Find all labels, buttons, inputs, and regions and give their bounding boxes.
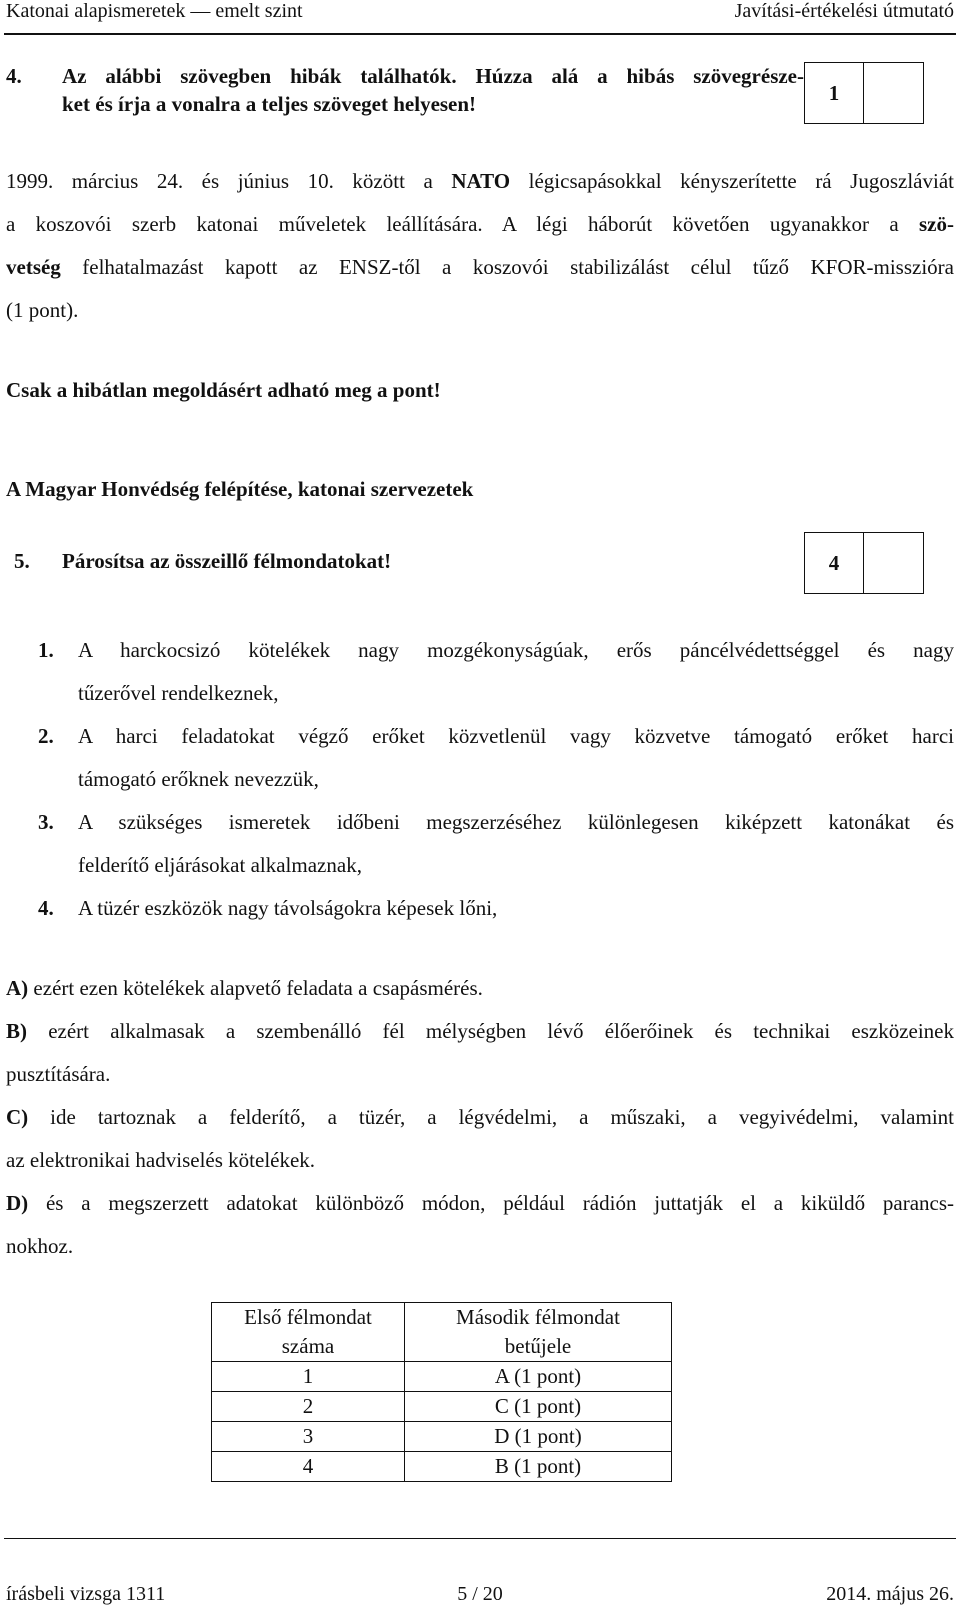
- option-text: ezért alkalmasak a szembenálló fél mélységben lévő élőerőinek és technikai eszközeinek: [48, 1019, 954, 1043]
- option-text: nokhoz.: [6, 1234, 74, 1258]
- item-text: A tüzér eszközök nagy távolságokra képesek lőni,: [78, 896, 498, 920]
- task4-text-line2: [6, 203, 954, 246]
- section-title: A Magyar Honvédség felépítése, katonai szervezetek: [6, 477, 474, 501]
- item-text: felderítő eljárásokat alkalmaznak,: [78, 853, 362, 877]
- table-cell-second: D (1 pont): [405, 1422, 672, 1452]
- task5-options: [6, 967, 954, 1268]
- task5-score-field[interactable]: [865, 533, 923, 593]
- option-letter: A): [6, 976, 29, 1000]
- header-text: száma: [281, 1334, 335, 1358]
- list-item: [38, 629, 954, 715]
- footer-page-number: 5 / 20: [457, 1583, 503, 1605]
- task4-text-bold: vetség: [6, 255, 61, 279]
- footer-exam-code: írásbeli vizsga 1311: [6, 1583, 166, 1605]
- item-number: 1.: [38, 638, 54, 662]
- table-header-second: [405, 1303, 672, 1362]
- header-text: Első félmondat: [244, 1305, 372, 1329]
- page-header: [6, 0, 954, 28]
- header-doc-type: Javítási-értékelési útmutató: [734, 0, 954, 22]
- table-row: [212, 1362, 672, 1392]
- task4-number: 4.: [6, 64, 22, 88]
- task4-score-box: [804, 62, 924, 124]
- footer-date: 2014. május 26.: [826, 1583, 954, 1605]
- task5-instruction: Párosítsa az összeillő félmondatokat!: [62, 549, 392, 573]
- task4-text: [6, 160, 954, 332]
- option-letter: C): [6, 1105, 29, 1129]
- task4-text-part: a koszovói szerb katonai műveletek leállítására. A légi háborút követően ugyanakkor a: [6, 212, 919, 236]
- option-text: az elektronikai hadviselés kötelékek.: [6, 1148, 316, 1172]
- task4-text-line1: [6, 160, 954, 203]
- task5-points: 4: [805, 533, 864, 593]
- option-text: ide tartoznak a felderítő, a tüzér, a légvédelmi, a műszaki, a vegyivédelmi, valamint: [50, 1105, 954, 1129]
- item-number: 2.: [38, 724, 54, 748]
- list-item: [6, 1010, 954, 1096]
- table-cell-first: 3: [212, 1422, 405, 1452]
- footer-divider: [4, 1538, 956, 1539]
- task4-text-bold: NATO: [451, 169, 511, 193]
- header-text: betűjele: [504, 1334, 572, 1358]
- table-cell-first: 4: [212, 1452, 405, 1482]
- item-number: 4.: [38, 896, 54, 920]
- table-header-first: [212, 1303, 405, 1362]
- table-cell-second: A (1 pont): [405, 1362, 672, 1392]
- option-text: és a megszerzett adatokat különböző módon, például rádión juttatják el a kiküldő parancs-: [45, 1191, 954, 1215]
- option-letter: B): [6, 1019, 27, 1043]
- table-row: [212, 1392, 672, 1422]
- list-item: [38, 715, 954, 801]
- task4-text-part: felhatalmazást kapott az ENSZ-től a koszovói stabilizálást célul tűző KFOR-misszióra: [60, 255, 954, 279]
- task5-items: [38, 629, 954, 930]
- option-text: pusztítására.: [6, 1062, 111, 1086]
- task4-note: Csak a hibátlan megoldásért adható meg a pont!: [6, 378, 441, 402]
- item-text: A harckocsizó kötelékek nagy mozgékonyságúak, erős páncélvédettséggel és nagy: [78, 638, 954, 662]
- task4-instruction: [62, 62, 804, 118]
- task4-score-field[interactable]: [865, 63, 923, 123]
- item-text: tűzerővel rendelkeznek,: [78, 681, 279, 705]
- list-item: [6, 967, 954, 1010]
- table-cell-first: 2: [212, 1392, 405, 1422]
- table-cell-second: C (1 pont): [405, 1392, 672, 1422]
- item-text: A szükséges ismeretek időbeni megszerzéséhez különlegesen kiképzett katonákat és: [78, 810, 954, 834]
- task4-instruction-line1: Az alábbi szövegben hibák találhatók. Húzza alá a hibás szövegrésze-: [62, 64, 804, 88]
- task4-text-bold: szö-: [919, 212, 954, 236]
- header-subject: Katonai alapismeretek — emelt szint: [6, 0, 303, 22]
- option-text: ezért ezen kötelékek alapvető feladata a csapásmérés.: [33, 976, 483, 1000]
- task4-text-part: légicsapásokkal kényszerítette rá Jugoszláviát: [510, 169, 954, 193]
- option-line: [6, 1096, 954, 1139]
- table-row: [212, 1422, 672, 1452]
- option-line: [6, 1182, 954, 1225]
- item-number: 3.: [38, 810, 54, 834]
- table-header-row: [212, 1303, 672, 1362]
- option-line: [6, 1010, 954, 1053]
- list-item: [38, 887, 954, 930]
- task4-text-line4: (1 pont).: [6, 298, 79, 322]
- option-letter: D): [6, 1191, 29, 1215]
- task4-text-part: 1999. március 24. és június 10. között a: [6, 169, 452, 193]
- item-text: támogató erőknek nevezzük,: [78, 767, 319, 791]
- header-divider: [4, 33, 956, 35]
- task4-text-line3: [6, 246, 954, 289]
- table-cell-first: 1: [212, 1362, 405, 1392]
- task4-points: 1: [805, 63, 864, 123]
- list-item: [6, 1182, 954, 1268]
- task5-number: 5.: [14, 549, 30, 573]
- list-item: [6, 1096, 954, 1182]
- task5-score-box: [804, 532, 924, 594]
- item-text: A harci feladatokat végző erőket közvetlenül vagy közvetve támogató erőket harci: [78, 724, 954, 748]
- header-text: Második félmondat: [456, 1305, 620, 1329]
- answer-table: [211, 1302, 672, 1482]
- task4-instruction-line2: ket és írja a vonalra a teljes szöveget helyesen!: [62, 92, 477, 116]
- table-cell-second: B (1 pont): [405, 1452, 672, 1482]
- table-row: [212, 1452, 672, 1482]
- list-item: [38, 801, 954, 887]
